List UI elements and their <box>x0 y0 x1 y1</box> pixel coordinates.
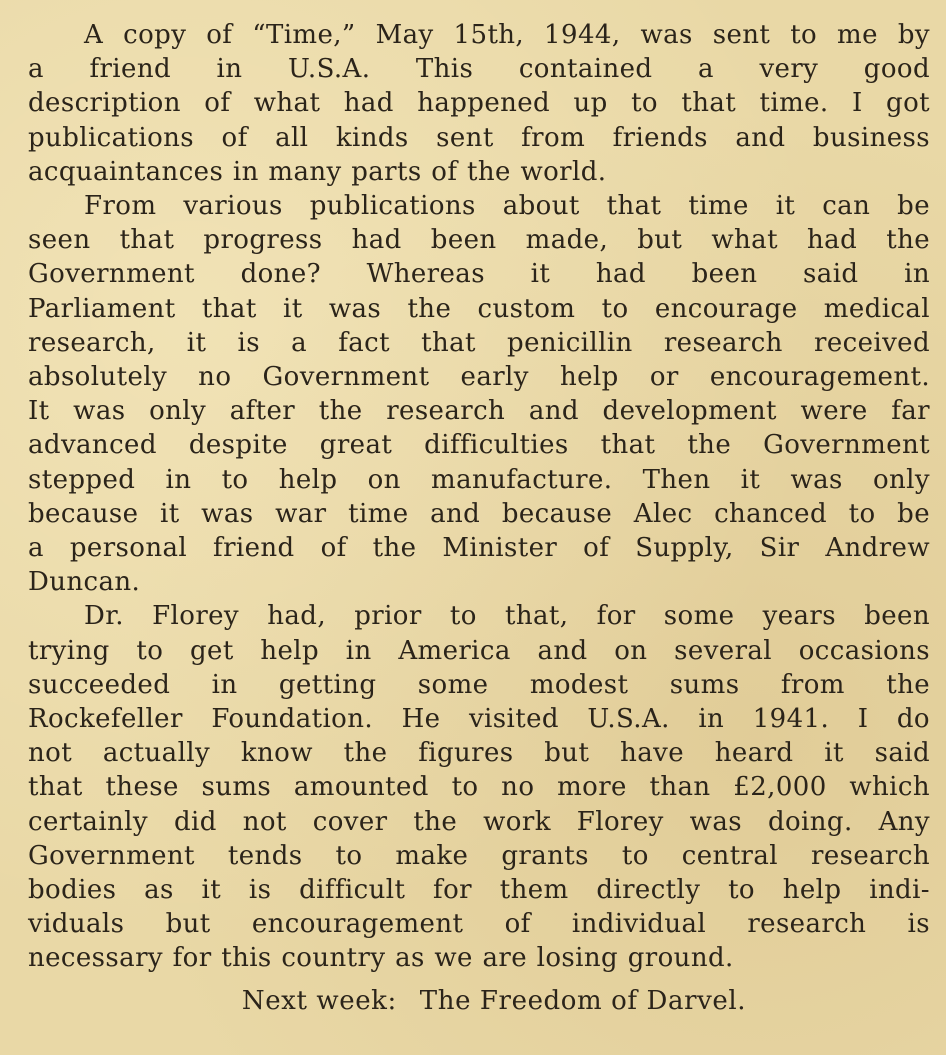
text-line: Government tends to make grants to central research <box>28 840 930 871</box>
text-line: From various publications about that time it can be <box>84 191 930 222</box>
text-line: seen that progress had been made, but what had the <box>28 225 930 256</box>
text-line: publications of all kinds sent from friends and business <box>28 122 930 153</box>
text-line: certainly did not cover the work Florey was doing. Any <box>28 806 930 837</box>
text-line: Rockefeller Foundation. He visited U.S.A. in 1941. I do <box>28 704 930 735</box>
text-line: because it was war time and because Alec chanced to be <box>28 498 930 529</box>
text-line: Government done? Whereas it had been said in <box>28 259 930 290</box>
paragraph-2 <box>28 189 930 599</box>
next-week-notice <box>28 984 930 1018</box>
text-line: stepped in to help on manufacture. Then it was only <box>28 464 930 495</box>
text-line: acquaintances in many parts of the world. <box>28 156 607 187</box>
next-week-label: Next week: <box>241 985 397 1016</box>
text-line: Duncan. <box>28 567 141 598</box>
text-line: research, it is a fact that penicillin research received <box>28 327 930 358</box>
text-line: It was only after the research and development were far <box>28 396 930 427</box>
text-line: Dr. Florey had, prior to that, for some years been <box>84 601 930 632</box>
text-line: absolutely no Government early help or encouragement. <box>28 362 930 393</box>
text-line: advanced despite great difficulties that the Government <box>28 430 930 461</box>
text-line: trying to get help in America and on several occasions <box>28 635 930 666</box>
article-page <box>28 18 930 1048</box>
paragraph-3 <box>28 599 930 975</box>
text-line: a personal friend of the Minister of Supply, Sir Andrew <box>28 533 930 564</box>
next-week-title: The Freedom of Darvel. <box>419 985 747 1016</box>
text-line: A copy of “Time,” May 15th, 1944, was sent to me by <box>84 20 930 50</box>
text-line: bodies as it is difficult for them directly to help indi- <box>28 875 930 906</box>
text-line: that these sums amounted to no more than £2,000 which <box>28 772 930 803</box>
text-line: succeeded in getting some modest sums from the <box>28 669 930 700</box>
text-line: description of what had happened up to that time. I got <box>28 88 930 119</box>
text-line: necessary for this country as we are losing ground. <box>28 943 734 974</box>
text-line: viduals but encouragement of individual research is <box>28 909 930 940</box>
text-line: not actually know the figures but have heard it said <box>28 738 930 769</box>
text-line: a friend in U.S.A. This contained a very good <box>28 54 930 85</box>
paragraph-1 <box>28 18 930 189</box>
text-line: Parliament that it was the custom to encourage medical <box>28 293 930 324</box>
